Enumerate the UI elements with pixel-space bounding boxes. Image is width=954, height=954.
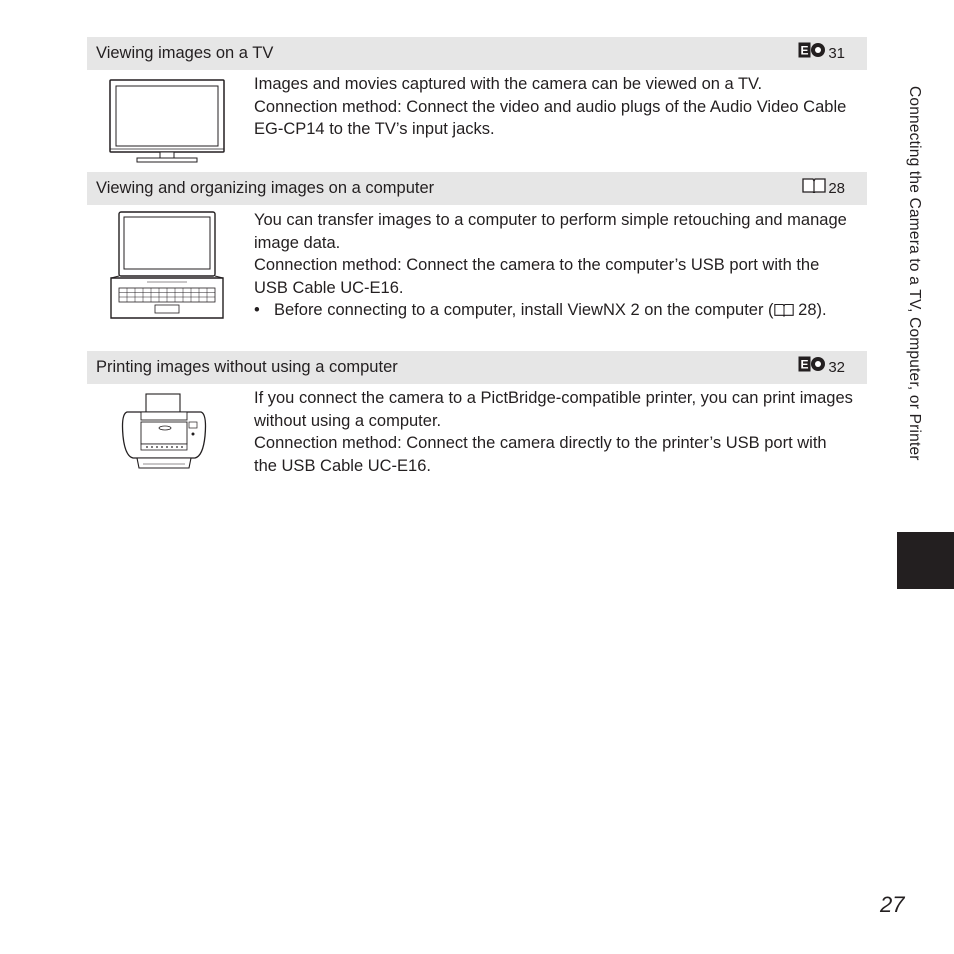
bullet-text-after: ). xyxy=(816,301,827,320)
section-header xyxy=(87,37,867,70)
section-text xyxy=(254,209,854,322)
section-header xyxy=(87,172,867,205)
svg-text:E: E xyxy=(800,357,809,372)
paragraph: You can transfer images to a computer to perform simple retouching and manage image data. xyxy=(254,211,847,252)
laptop-illustration xyxy=(107,210,227,327)
page-reference[interactable] xyxy=(802,172,845,205)
e-reference-icon xyxy=(798,37,826,70)
paragraph: Connection method: Connect the camera directly to the printer’s USB port with the USB Cable UC-E16. xyxy=(254,434,827,475)
tv-illustration xyxy=(107,76,227,171)
section-title: Printing images without using a computer xyxy=(96,358,398,376)
book-reference-icon xyxy=(802,172,826,205)
section-text xyxy=(254,387,854,477)
section-tv xyxy=(87,37,867,170)
reference-page-number: 28 xyxy=(798,301,817,320)
page-reference[interactable] xyxy=(798,37,845,70)
chapter-tab xyxy=(897,532,954,589)
chapter-side-title: Connecting the Camera to a TV, Computer, or Printer xyxy=(906,86,923,461)
section-header xyxy=(87,351,867,384)
book-reference-icon xyxy=(774,299,794,322)
reference-page-number: 31 xyxy=(828,45,845,62)
paragraph: Connection method: Connect the video and audio plugs of the Audio Video Cable EG-CP14 to the TV’s input jacks. xyxy=(254,97,847,139)
bullet-page-reference[interactable] xyxy=(774,299,817,322)
section-text xyxy=(254,73,854,141)
bullet-text-before: Before connecting to a computer, install ViewNX 2 on the computer ( xyxy=(274,301,774,320)
svg-text:E: E xyxy=(800,43,809,58)
bullet-marker: • xyxy=(254,301,260,320)
reference-page-number: 32 xyxy=(828,359,845,376)
section-title: Viewing and organizing images on a computer xyxy=(96,179,435,197)
e-reference-icon xyxy=(798,351,826,384)
paragraph: Images and movies captured with the camera can be viewed on a TV. xyxy=(254,75,763,93)
paragraph: If you connect the camera to a PictBridge-compatible printer, you can print images without using a computer. xyxy=(254,389,853,430)
printer-illustration xyxy=(107,392,217,479)
bullet-item xyxy=(254,299,854,322)
page-reference[interactable] xyxy=(798,351,845,384)
reference-page-number: 28 xyxy=(828,180,845,197)
section-printer xyxy=(87,351,867,484)
section-title: Viewing images on a TV xyxy=(96,44,274,62)
section-computer xyxy=(87,172,867,351)
paragraph: Connection method: Connect the camera to the computer’s USB port with the USB Cable UC-E16. xyxy=(254,256,820,297)
bullet-text xyxy=(274,299,827,322)
page-number: 27 xyxy=(880,892,905,917)
